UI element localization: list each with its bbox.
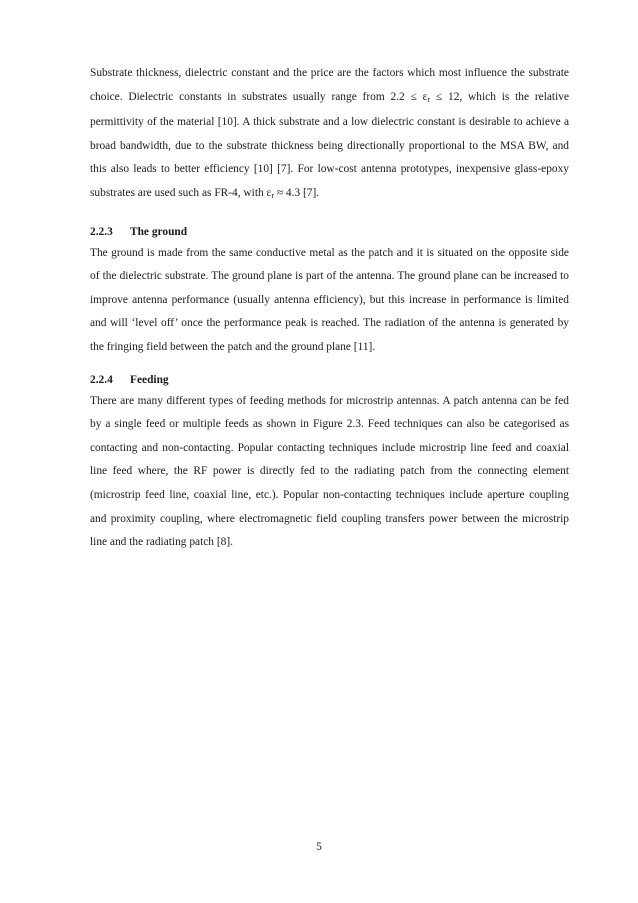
paragraph-feeding: There are many different types of feeding methods for microstrip antennas. A patch antenna can be fed by a single feed or multiple feeds as shown in Figure 2.3. Feed techniques can also be categorised as contacting and non-contacting. Popular contacting techniques include microstrip line feed and coaxial line feed where, the RF power is directly fed to the radiating patch from the connecting element (microstrip feed line, coaxial line, etc.). Popular non-contacting techniques include aperture coupling and proximity coupling, where electromagnetic field coupling transfers power between the microstrip line and the radiating patch [8]. [90,394,569,549]
page-number: 5 [316,841,322,853]
paragraph-ground: The ground is made from the same conductive metal as the patch and it is situated on the opposite side of the dielectric substrate. The ground plane is part of the antenna. The ground plane can be increased to improve antenna performance (usually antenna efficiency), but this increase in performance is limited and will ‘level off’ once the performance peak is reached. The radiation of the antenna is generated by the fringing field between the patch and the ground plane [11]. [90,246,569,353]
section-title: The ground [130,225,188,238]
subscript-r: r [427,94,431,104]
paragraph-substrate [90,62,569,208]
section-title: Feeding [130,373,169,386]
text-segment: ≤ 12, which is the relative permittivity of the material [10]. A thick substrate and a low dielectric constant is desirable to achieve a broad bandwidth, due to the substrate thickness being directionally proportional to the MSA BW, and this also leads to better efficiency [10] [7]. For low-cost antenna prototypes, inexpensive glass-epoxy substrates are used such as FR-4, with ε [90,90,569,199]
heading-ground [90,222,569,242]
text-segment: ≈ 4.3 [7]. [273,186,320,199]
text-segment: Substrate thickness, dielectric constant and the price are the factors which most influence the substrate choice. Dielectric constants in substrates usually range from 2.2 ≤ ε [90,67,569,103]
page-body [90,62,569,555]
section-number: 2.2.4 [90,373,113,386]
heading-feeding [90,370,569,390]
section-number: 2.2.3 [90,225,113,238]
subscript-r: r [271,190,274,200]
